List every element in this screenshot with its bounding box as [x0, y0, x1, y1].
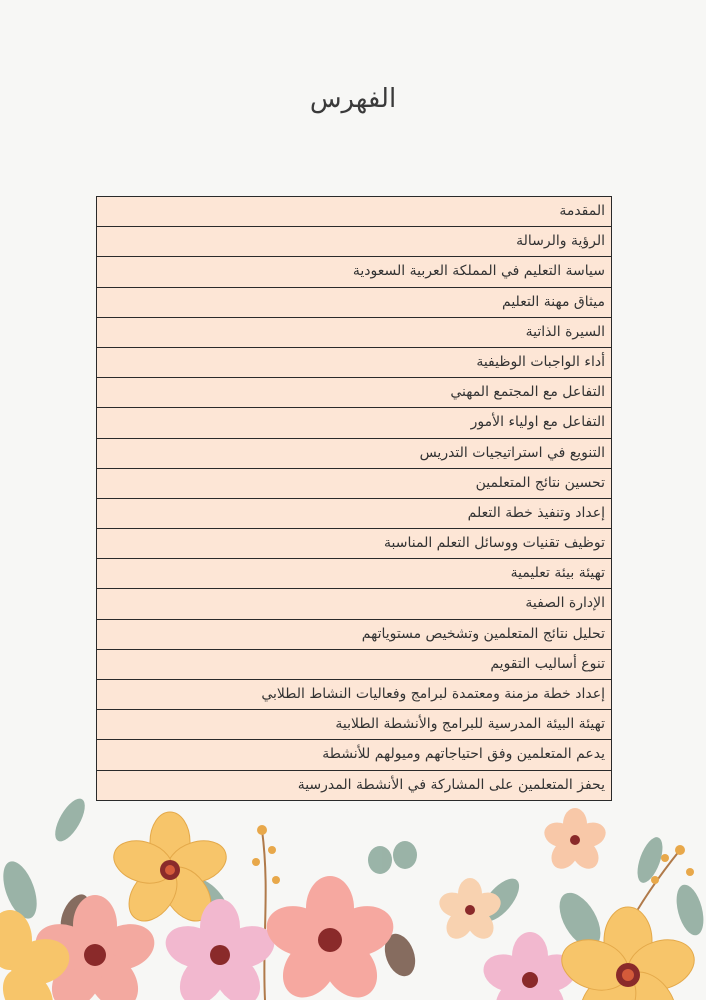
- toc-row: توظيف تقنيات ووسائل التعلم المناسبة: [97, 529, 611, 559]
- page-title: الفهرس: [309, 84, 397, 114]
- toc-row: إعداد خطة مزمنة ومعتمدة لبرامج وفعاليات النشاط الطلابي: [97, 680, 611, 710]
- toc-row: إعداد وتنفيذ خطة التعلم: [97, 499, 611, 529]
- toc-row: التفاعل مع المجتمع المهني: [97, 378, 611, 408]
- toc-row: ميثاق مهنة التعليم: [97, 288, 611, 318]
- toc-row: يدعم المتعلمين وفق احتياجاتهم وميولهم للأنشطة: [97, 740, 611, 770]
- toc-row: تنوع أساليب التقويم: [97, 650, 611, 680]
- toc-row: تهيئة البيئة المدرسية للبرامج والأنشطة الطلابية: [97, 710, 611, 740]
- toc-row: يحفز المتعلمين على المشاركة في الأنشطة المدرسية: [297, 776, 605, 793]
- toc-row: تحسين نتائج المتعلمين: [97, 469, 611, 499]
- toc-row: تحليل نتائج المتعلمين وتشخيص مستوياتهم: [97, 620, 611, 650]
- toc-row: تهيئة بيئة تعليمية: [97, 559, 611, 589]
- toc-row: المقدمة: [97, 197, 611, 227]
- toc-row: سياسة التعليم في المملكة العربية السعودية: [97, 257, 611, 287]
- toc-row: الإدارة الصفية: [97, 589, 611, 619]
- toc-row: الرؤية والرسالة: [97, 227, 611, 257]
- floral-decoration: [0, 780, 706, 1000]
- toc-row: التفاعل مع اولياء الأمور: [97, 408, 611, 438]
- table-of-contents: [96, 196, 612, 801]
- toc-row: أداء الواجبات الوظيفية: [97, 348, 611, 378]
- toc-row: التنويع في استراتيجيات التدريس: [97, 439, 611, 469]
- toc-row: السيرة الذاتية: [97, 318, 611, 348]
